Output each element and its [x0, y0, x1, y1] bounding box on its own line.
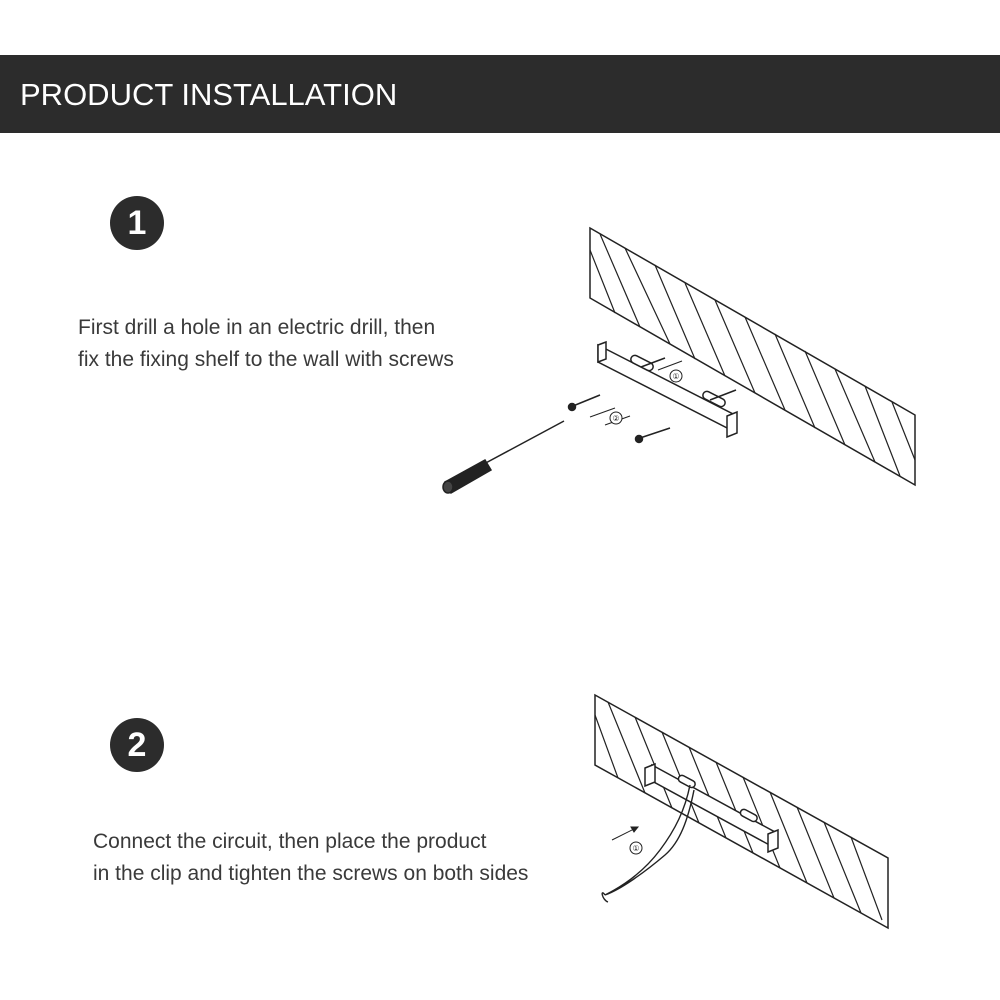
- direction-arrow: [612, 827, 638, 840]
- step-2-line-1: Connect the circuit, then place the product: [93, 830, 487, 853]
- screwdriver: [443, 421, 564, 493]
- callout-1: ①: [632, 844, 640, 853]
- step-1-line-2: fix the fixing shelf to the wall with screws: [78, 348, 454, 371]
- electrical-wire: [602, 785, 694, 902]
- step-2-number-badge: 2: [110, 718, 164, 772]
- callout-marker: [630, 842, 642, 854]
- page-title: PRODUCT INSTALLATION: [20, 77, 398, 112]
- screws: [569, 358, 737, 443]
- mounting-bracket-installed: [645, 764, 778, 852]
- step-1-illustration: [430, 220, 930, 500]
- step-1-text: [78, 312, 454, 376]
- step-1-number-badge: 1: [110, 196, 164, 250]
- header-bar: [0, 55, 1000, 133]
- step-1-line-1: First drill a hole in an electric drill, then: [78, 316, 436, 339]
- callout-1: ①: [672, 372, 680, 381]
- step-2-line-2: in the clip and tighten the screws on both sides: [93, 862, 529, 885]
- step-2-text: [93, 826, 528, 890]
- callout-2: ②: [612, 414, 620, 423]
- step-2-illustration: [590, 690, 910, 930]
